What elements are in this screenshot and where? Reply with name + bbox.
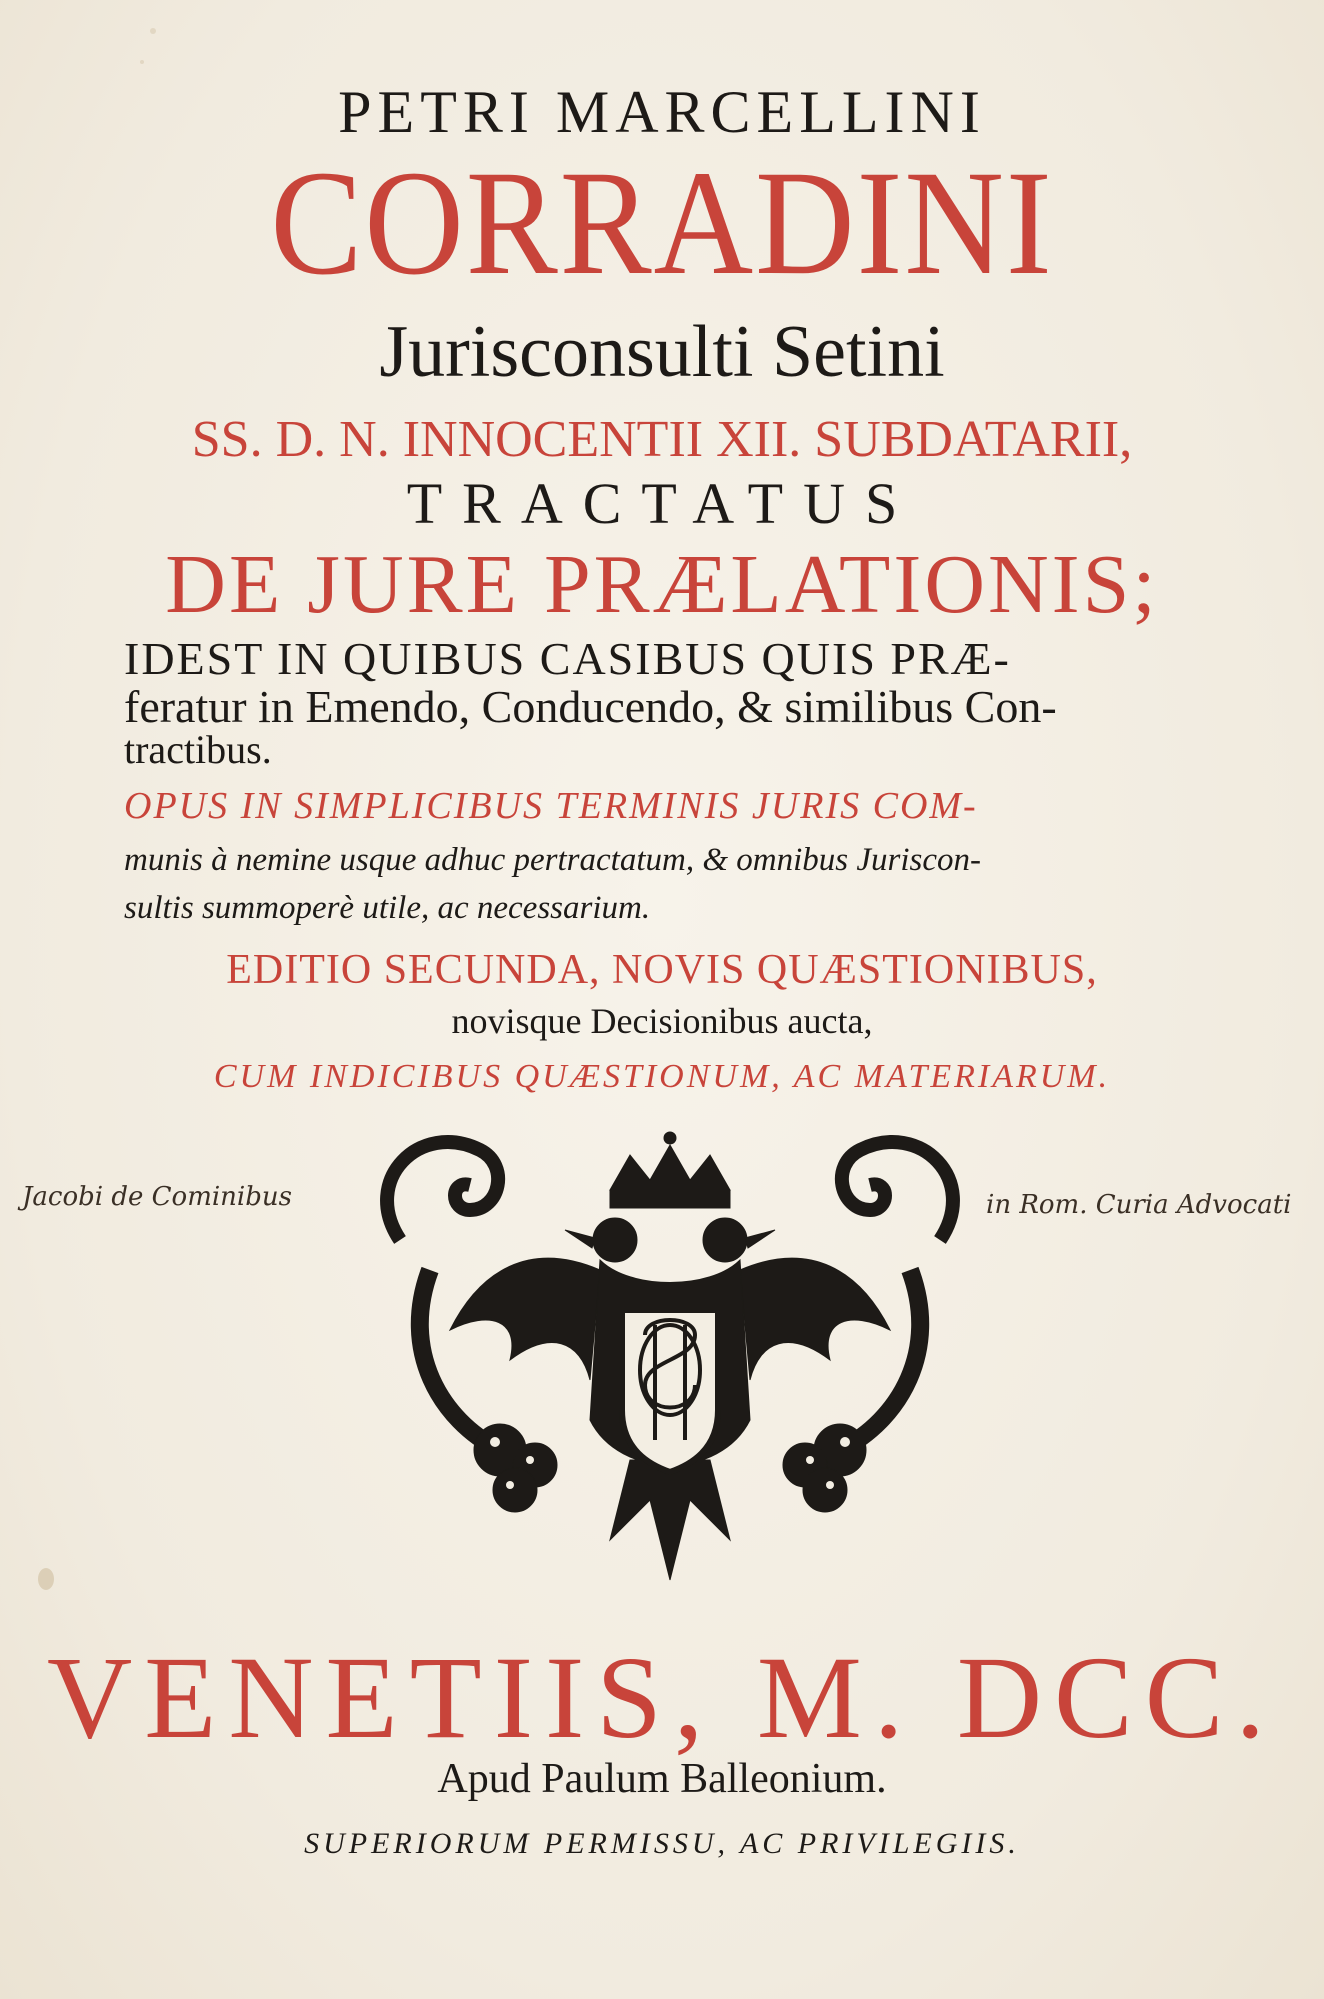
subtitle-line: tractibus.	[124, 727, 272, 772]
author-title: Jurisconsulti Setini	[379, 311, 945, 393]
author-surname: CORRADINI	[270, 140, 1054, 306]
handwritten-owner-note: Jacobi de Cominibus	[22, 1182, 292, 1212]
tractatus-heading: TRACTATUS	[406, 471, 918, 536]
handwritten-owner-note: in Rom. Curia Advocati	[986, 1190, 1292, 1220]
permission-line: SUPERIORUM PERMISSU, AC PRIVILEGIIS.	[304, 1827, 1020, 1860]
double-headed-eagle-crest-icon	[360, 1120, 980, 1600]
subtitle-line: feratur in Emendo, Conducendo, & similibus Con-	[124, 681, 1057, 732]
foxing-spot	[150, 28, 156, 34]
imprint-place-date: VENETIIS, M. DCC.	[47, 1632, 1277, 1763]
publisher: Apud Paulum Balleonium.	[437, 1756, 887, 1802]
indices-line: CUM INDICIBUS QUÆSTIONUM, AC MATERIARUM.	[213, 1058, 1111, 1095]
opus-line: munis à nemine usque adhuc pertractatum, & omnibus Juriscon-	[124, 842, 981, 878]
edition-line: EDITIO SECUNDA, NOVIS QUÆSTIONIBUS,	[226, 947, 1098, 993]
author-first-names: PETRI MARCELLINI	[338, 79, 986, 145]
author-office: SS. D. N. INNOCENTII XII. SUBDATARII,	[191, 411, 1133, 468]
opus-line: OPUS IN SIMPLICIBUS TERMINIS JURIS COM-	[124, 785, 978, 827]
opus-line: sultis summoperè utile, ac necessarium.	[124, 890, 651, 926]
work-title: DE JURE PRÆLATIONIS;	[165, 538, 1159, 631]
edition-line-2: novisque Decisionibus aucta,	[451, 1001, 873, 1041]
foxing-spot	[38, 1568, 54, 1590]
subtitle-line: IDEST IN QUIBUS CASIBUS QUIS PRÆ-	[124, 633, 1011, 684]
foxing-spot	[140, 60, 144, 64]
